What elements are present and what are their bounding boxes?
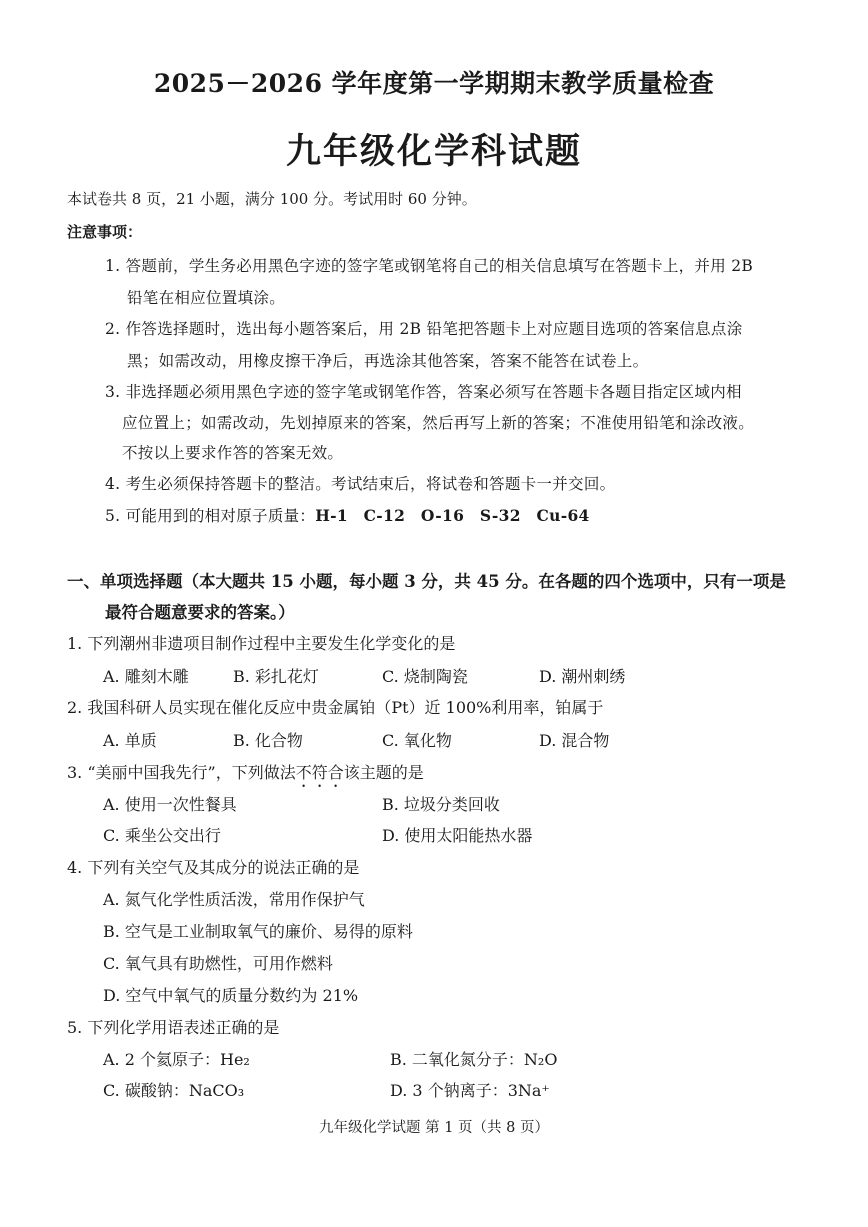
notice-line-masses xyxy=(105,504,590,526)
question-4-option-d: D. 空气中氧气的质量分数约为 21% xyxy=(103,986,359,1005)
question-2-option-b: B. 化合物 xyxy=(233,731,303,750)
question-2-option-d: D. 混合物 xyxy=(539,731,610,750)
exam-subtitle: 九年级化学科试题 xyxy=(285,131,582,172)
question-3-stem xyxy=(67,760,424,791)
question-3-emphasis: 不符合 xyxy=(295,763,344,782)
question-1-option-c: C. 烧制陶瓷 xyxy=(382,667,468,686)
exam-title: 2025－2026 学年度第一学期期末教学质量检查 xyxy=(153,69,715,98)
question-3-option-a: A. 使用一次性餐具 xyxy=(103,795,237,814)
question-3-stem-end: 该主题的是 xyxy=(343,763,424,782)
notice-line: 4. 考生必须保持答题卡的整洁。考试结束后，将试卷和答题卡一并交回。 xyxy=(105,475,616,493)
mass-s: S-32 xyxy=(479,506,521,525)
masses-label: 5. 可能用到的相对原子质量： xyxy=(105,507,316,525)
question-2-stem: 2. 我国科研人员实现在催化反应中贵金属铂（Pt）近 100%利用率，铂属于 xyxy=(67,698,604,717)
question-1-option-a: A. 雕刻木雕 xyxy=(103,667,189,686)
section-heading-cont: 最符合题意要求的答案。） xyxy=(105,603,295,622)
notice-line: 2. 作答选择题时，选出每小题答案后，用 2B 铅笔把答题卡上对应题目选项的答案信息点涂 xyxy=(105,320,743,338)
notice-heading: 注意事项： xyxy=(67,223,143,241)
question-3-option-b: B. 垃圾分类回收 xyxy=(382,795,500,814)
question-2-option-a: A. 单质 xyxy=(103,731,157,750)
section-heading: 一、单项选择题（本大题共 15 小题，每小题 3 分，共 45 分。在各题的四个选项中，只有一项是 xyxy=(67,572,786,591)
question-3-stem-start: 3. “美丽中国我先行”，下列做法 xyxy=(67,763,296,782)
question-5-option-d: D. 3 个钠离子：3Na⁺ xyxy=(390,1081,550,1100)
question-4-option-a: A. 氮气化学性质活泼，常用作保护气 xyxy=(103,890,365,909)
question-4-stem: 4. 下列有关空气及其成分的说法正确的是 xyxy=(67,858,360,877)
question-5-option-b: B. 二氧化氮分子：N₂O xyxy=(390,1050,558,1069)
question-1-stem: 1. 下列潮州非遗项目制作过程中主要发生化学变化的是 xyxy=(67,634,456,653)
question-1-option-d: D. 潮州刺绣 xyxy=(539,667,626,686)
question-2-option-c: C. 氧化物 xyxy=(382,731,452,750)
exam-intro: 本试卷共 8 页，21 小题，满分 100 分。考试用时 60 分钟。 xyxy=(67,190,477,208)
mass-c: C-12 xyxy=(363,506,406,525)
question-5-option-a: A. 2 个氦原子：He₂ xyxy=(103,1050,250,1069)
notice-line: 黑；如需改动，用橡皮擦干净后，再选涂其他答案，答案不能答在试卷上。 xyxy=(127,352,649,370)
question-5-stem: 5. 下列化学用语表述正确的是 xyxy=(67,1018,280,1037)
mass-o: O-16 xyxy=(420,506,465,525)
notice-line: 1. 答题前，学生务必用黑色字迹的签字笔或钢笔将自己的相关信息填写在答题卡上，并用 2B xyxy=(105,257,754,275)
question-5-option-c: C. 碳酸钠：NaCO₃ xyxy=(103,1081,245,1100)
question-4-option-b: B. 空气是工业制取氧气的廉价、易得的原料 xyxy=(103,922,413,941)
mass-h: H-1 xyxy=(315,506,348,525)
question-1-option-b: B. 彩扎花灯 xyxy=(233,667,319,686)
notice-line: 铅笔在相应位置填涂。 xyxy=(127,289,286,307)
notice-line: 3. 非选择题必须用黑色字迹的签字笔或钢笔作答，答案必须写在答题卡各题目指定区域内相 xyxy=(105,383,742,401)
notice-line: 不按以上要求作答的答案无效。 xyxy=(122,444,344,462)
notice-line: 应位置上；如需改动，先划掉原来的答案，然后再写上新的答案；不准使用铅笔和涂改液。 xyxy=(122,414,755,432)
question-4-option-c: C. 氧气具有助燃性，可用作燃料 xyxy=(103,954,333,973)
mass-cu: Cu-64 xyxy=(536,506,590,525)
question-3-option-c: C. 乘坐公交出行 xyxy=(103,826,221,845)
question-3-option-d: D. 使用太阳能热水器 xyxy=(382,826,533,845)
page-footer: 九年级化学试题 第 1 页（共 8 页） xyxy=(319,1120,549,1136)
